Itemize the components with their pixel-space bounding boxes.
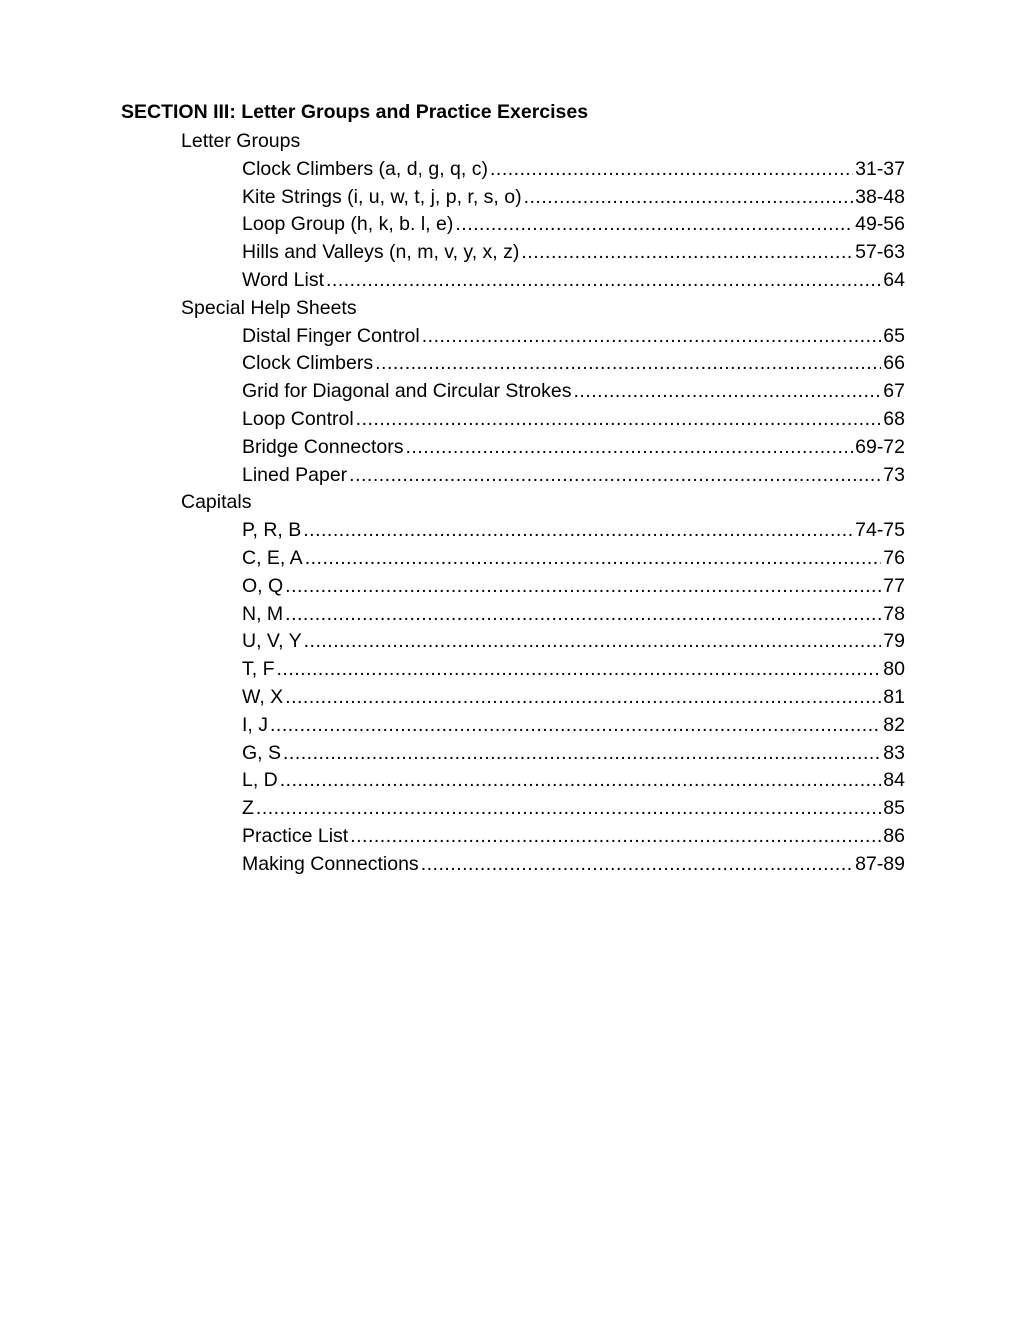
toc-entry[interactable] [242,156,905,182]
toc-entry-page-number: 65 [883,324,905,347]
toc-entry-page-number: 38-48 [855,185,905,208]
toc-entry[interactable] [242,767,905,793]
dot-leader [303,517,853,543]
dot-leader [285,684,881,710]
dot-leader [350,823,881,849]
toc-entry-page-number: 49-56 [855,213,905,236]
dot-leader [349,462,881,488]
dot-leader [455,211,853,237]
toc-entry-page-number: 66 [883,352,905,375]
toc-entry[interactable] [242,573,905,599]
toc-entry[interactable] [242,628,905,654]
toc-entry-label: Grid for Diagonal and Circular Strokes [242,380,572,403]
toc-entry-page-number: 57-63 [855,241,905,264]
toc-entry-label: G, S [242,741,282,764]
dot-leader [326,267,881,293]
toc-entry[interactable] [242,239,905,265]
toc-entry-label: Bridge Connectors [242,435,404,458]
toc-entry[interactable] [242,823,905,849]
toc-entry-page-number: 86 [883,825,905,847]
toc-entry-label: Z [242,797,254,820]
toc-entry-page-number: 81 [883,686,905,708]
toc-entry-label: Hills and Valleys (n, m, v, y, x, z) [242,241,520,264]
dot-leader [285,601,881,627]
toc-entry-page-number: 87-89 [855,852,905,875]
toc-entry-page-number: 78 [883,602,905,625]
toc-entry-page-number: 73 [883,463,905,486]
toc-entry-label: N, M [242,602,284,625]
toc-entry-page-number: 76 [883,547,905,569]
toc-entry[interactable] [242,462,905,488]
toc-entry[interactable] [242,851,905,877]
dot-leader [283,740,881,766]
toc-group-heading: Letter Groups [181,130,301,152]
dot-leader [422,323,882,349]
dot-leader [375,350,881,376]
toc-entry-label: Practice List [242,825,349,847]
toc-entry-page-number: 68 [883,408,905,430]
toc-entry-label: Word List [242,269,324,291]
toc-entry-page-number: 74-75 [855,519,905,542]
toc-entry-label: Loop Group (h, k, b. l, e) [242,213,454,236]
toc-group-heading: Capitals [181,491,252,514]
dot-leader [270,712,881,738]
toc-entry-label: Kite Strings (i, u, w, t, j, p, r, s, o) [242,185,522,208]
dot-leader [421,851,853,877]
dot-leader [490,156,853,182]
toc-entry[interactable] [242,684,905,710]
toc-entry[interactable] [242,517,905,543]
toc-entry[interactable] [242,545,905,571]
toc-entry[interactable] [242,656,905,682]
toc-entry[interactable] [242,434,905,460]
dot-leader [277,656,882,682]
toc-entry-label: T, F [242,658,275,681]
toc-entry-label: C, E, A [242,547,303,569]
toc-entry[interactable] [242,406,905,432]
toc-entry-page-number: 31-37 [855,157,905,180]
toc-entry-label: Lined Paper [242,463,348,486]
toc-entry[interactable] [242,350,905,376]
toc-entry-label: L, D [242,769,278,792]
toc-entry-page-number: 69-72 [855,435,905,458]
toc-entry-page-number: 67 [883,380,905,403]
toc-entry-label: Clock Climbers [242,352,374,375]
toc-entry-page-number: 85 [883,797,905,820]
toc-entry-page-number: 82 [883,713,905,736]
toc-entry-label: I, J [242,713,269,736]
toc-entry[interactable] [242,211,905,237]
dot-leader [304,628,882,654]
section-title: SECTION III: Letter Groups and Practice Exercises [121,101,589,123]
toc-group-heading: Special Help Sheets [181,296,357,319]
toc-entry[interactable] [242,795,905,821]
dot-leader [524,184,854,210]
toc-entry[interactable] [242,601,905,627]
dot-leader [285,573,881,599]
toc-entry-page-number: 80 [883,658,905,681]
toc-entry-page-number: 79 [883,630,905,653]
toc-entry-label: U, V, Y [242,630,302,653]
dot-leader [356,406,882,432]
toc-entry-label: Clock Climbers (a, d, g, q, c) [242,157,488,180]
dot-leader [256,795,881,821]
toc-entry-label: Loop Control [242,408,354,430]
toc-entry[interactable] [242,740,905,766]
toc-entry-label: P, R, B [242,519,302,542]
toc-entry[interactable] [242,378,905,404]
toc-entry-label: W, X [242,686,284,708]
dot-leader [573,378,881,404]
toc-entry-label: O, Q [242,574,284,597]
toc-entry-label: Making Connections [242,852,419,875]
toc-entry[interactable] [242,323,905,349]
dot-leader [406,434,854,460]
toc-entry[interactable] [242,267,905,293]
toc-entry[interactable] [242,184,905,210]
toc-entry-page-number: 77 [883,574,905,597]
dot-leader [305,545,882,571]
toc-entry[interactable] [242,712,905,738]
toc-entry-page-number: 83 [883,741,905,764]
dot-leader [280,767,882,793]
toc-entry-page-number: 84 [883,769,905,792]
dot-leader [521,239,853,265]
toc-entry-page-number: 64 [883,269,905,291]
toc-entry-label: Distal Finger Control [242,324,420,347]
